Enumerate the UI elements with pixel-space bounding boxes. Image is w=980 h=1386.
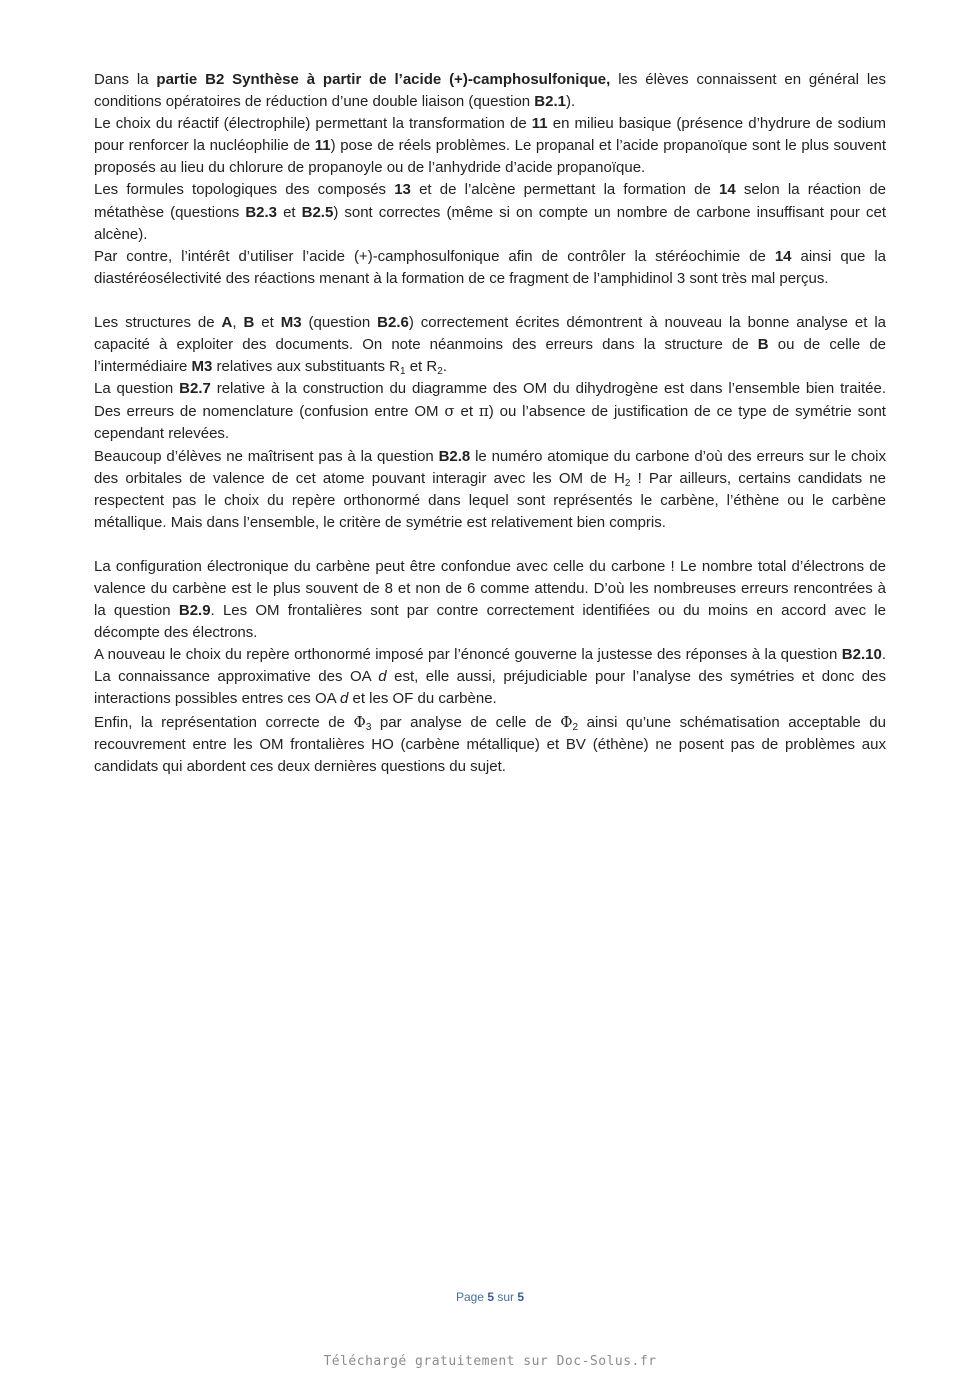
- text-run: ) ou l’absence de justification de ce type de symétrie sont cependant relevées.: [94, 403, 886, 443]
- paragraph: [94, 312, 886, 378]
- text-run: et: [254, 313, 281, 331]
- bold-run: B2.9: [178, 602, 211, 620]
- bold-run: B2.10: [841, 646, 882, 664]
- report-body: [94, 69, 886, 778]
- text-run: ).: [565, 93, 576, 111]
- footer-middle: sur: [494, 1290, 518, 1304]
- bold-run: B2.7: [179, 380, 211, 398]
- paragraph: [94, 556, 886, 644]
- bold-run: B2.3: [245, 203, 278, 221]
- subscript-run: 2: [624, 477, 631, 489]
- text-run: . La connaissance approximative des OA: [94, 646, 886, 686]
- bold-run: 13: [394, 181, 411, 199]
- text-run: Beaucoup d’élèves ne maîtrisent pas à la question: [94, 447, 439, 465]
- text-run: ! Par ailleurs, certains candidats ne respectent pas le choix du repère orthonormé dans lequel sont représentés le carbène, l’éthène ou le carbène métallique. Mais dans l’ensemble, le critère de symétrie est relativement bien compris.: [94, 469, 886, 531]
- text-run: et: [454, 403, 479, 421]
- paragraph: [94, 711, 886, 778]
- paragraph: [94, 644, 886, 710]
- bold-run: M3: [280, 313, 302, 331]
- text-run: Par contre, l’intérêt d’utiliser l’acide (+)-camphosulfonique afin de contrôler la stéréochimie de: [94, 247, 775, 265]
- text-run: La question: [94, 380, 180, 398]
- greek-symbol: π: [478, 402, 489, 421]
- text-run: . Les OM frontalières sont par contre correctement identifiées ou du moins en accord avec le décompte des électrons.: [94, 602, 886, 642]
- footer-prefix: Page: [455, 1290, 488, 1304]
- text-run: selon la réaction de métathèse (questions: [94, 181, 886, 221]
- bold-run: partie B2 Synthèse à partir de l’acide (+)-camphosulfonique,: [156, 71, 611, 88]
- text-run: les élèves connaissent en général les conditions opératoires de réduction d’une double liaison (question: [94, 71, 886, 111]
- text-run: ou de celle de l’intermédiaire: [94, 336, 887, 376]
- paragraph: [94, 179, 886, 245]
- text-run: Enfin, la représentation correcte de: [94, 713, 354, 731]
- text-run: (question: [301, 313, 378, 331]
- subscript-run: 1: [399, 366, 406, 378]
- page-footer: [0, 1290, 980, 1304]
- text-run: ainsi qu’une schématisation acceptable du recouvrement entre les OM frontalières HO (carbène métallique) et BV (éthène) ne posent pas de problèmes aux candidats qui abordent ces deux dernières questions du sujet.: [94, 713, 886, 775]
- bold-run: B2.8: [438, 447, 471, 465]
- greek-symbol: σ: [444, 402, 455, 421]
- paragraph: [94, 446, 886, 534]
- text-run: Les formules topologiques des composés: [94, 181, 395, 199]
- bold-run: B2.1: [534, 93, 566, 111]
- bold-run: B: [757, 336, 769, 354]
- bold-run: 11: [531, 115, 548, 133]
- paragraph: [94, 113, 886, 179]
- paragraph: [94, 378, 886, 445]
- paragraph-spacer: [94, 534, 886, 556]
- bold-run: 14: [774, 247, 792, 265]
- text-run: ) correctement écrites démontrent à nouveau la bonne analyse et la capacité à exploiter des documents. On note néanmoins des erreurs dans la structure de: [94, 313, 886, 354]
- text-run: Le choix du réactif (électrophile) permettant la transformation de: [94, 115, 532, 133]
- paragraph: [94, 246, 886, 290]
- bold-run: 14: [719, 181, 736, 199]
- subscript-run: 3: [365, 721, 372, 733]
- bold-run: B2.6: [377, 313, 409, 331]
- text-run: La configuration électronique du carbène peut être confondue avec celle du carbone ! Le nombre total d’électrons de valence du carbène est le plus souvent de 8 et non de 6 comme attendu. D’où les nombreuses erreurs rencontrées à la question: [94, 557, 886, 620]
- text-run: ) sont correctes (même si on compte un nombre de carbone insuffisant pour cet alcène).: [94, 203, 886, 243]
- text-run: et les OF du carbène.: [348, 690, 497, 708]
- bold-run: 11: [314, 137, 331, 155]
- text-run: .: [442, 358, 447, 376]
- bold-run: A: [221, 313, 233, 331]
- text-run: et de l’alcène permettant la formation de: [410, 181, 719, 199]
- download-watermark: Téléchargé gratuitement sur Doc-Solus.fr: [323, 1354, 657, 1369]
- text-run: le numéro atomique du carbone d’où des erreurs sur le choix des orbitales de valence de cet atome pouvant interagir avec les OM de H: [94, 447, 886, 487]
- text-run: Les structures de: [94, 313, 222, 331]
- text-run: en milieu basique (présence d’hydrure de sodium pour renforcer la nucléophilie de: [94, 115, 886, 155]
- subscript-run: 2: [437, 366, 443, 378]
- text-run: ainsi que la diastéréosélectivité des réactions menant à la formation de ce fragment de l’amphidinol 3 sont très mal perçus.: [94, 247, 886, 287]
- text-run: et R: [405, 358, 438, 376]
- text-run: et: [277, 203, 302, 221]
- text-run: A nouveau le choix du repère orthonormé imposé par l’énoncé gouverne la justesse des réponses à la question: [94, 646, 842, 664]
- bold-run: B2.5: [301, 203, 334, 221]
- text-run: relatives aux substituants R: [212, 358, 400, 376]
- bold-run: B: [243, 313, 255, 331]
- total-page-number: 5: [517, 1290, 525, 1304]
- text-run: Dans la: [94, 71, 157, 88]
- paragraph-spacer: [94, 290, 886, 312]
- greek-symbol: Φ: [353, 712, 366, 731]
- text-run: ,: [232, 313, 244, 331]
- greek-symbol: Φ: [560, 712, 573, 731]
- bold-run: M3: [191, 358, 213, 376]
- current-page-number: 5: [487, 1290, 494, 1304]
- subscript-run: 2: [572, 721, 579, 733]
- text-run: par analyse de celle de: [371, 713, 561, 731]
- paragraph: [94, 69, 886, 113]
- text-run: est, elle aussi, préjudiciable pour l’analyse des symétries et donc des interactions possibles entres ces OA: [94, 668, 886, 708]
- text-run: relative à la construction du diagramme des OM du dihydrogène est dans l’ensemble bien traitée. Des erreurs de nomenclature (confusion entre OM: [94, 380, 886, 421]
- italic-run: d: [378, 668, 387, 686]
- text-run: ) pose de réels problèmes. Le propanal et l’acide propanoïque sont le plus souvent proposés au lieu du chlorure de propanoyle ou de l’anhydride d’acide propanoïque.: [94, 137, 886, 177]
- italic-run: d: [339, 690, 349, 708]
